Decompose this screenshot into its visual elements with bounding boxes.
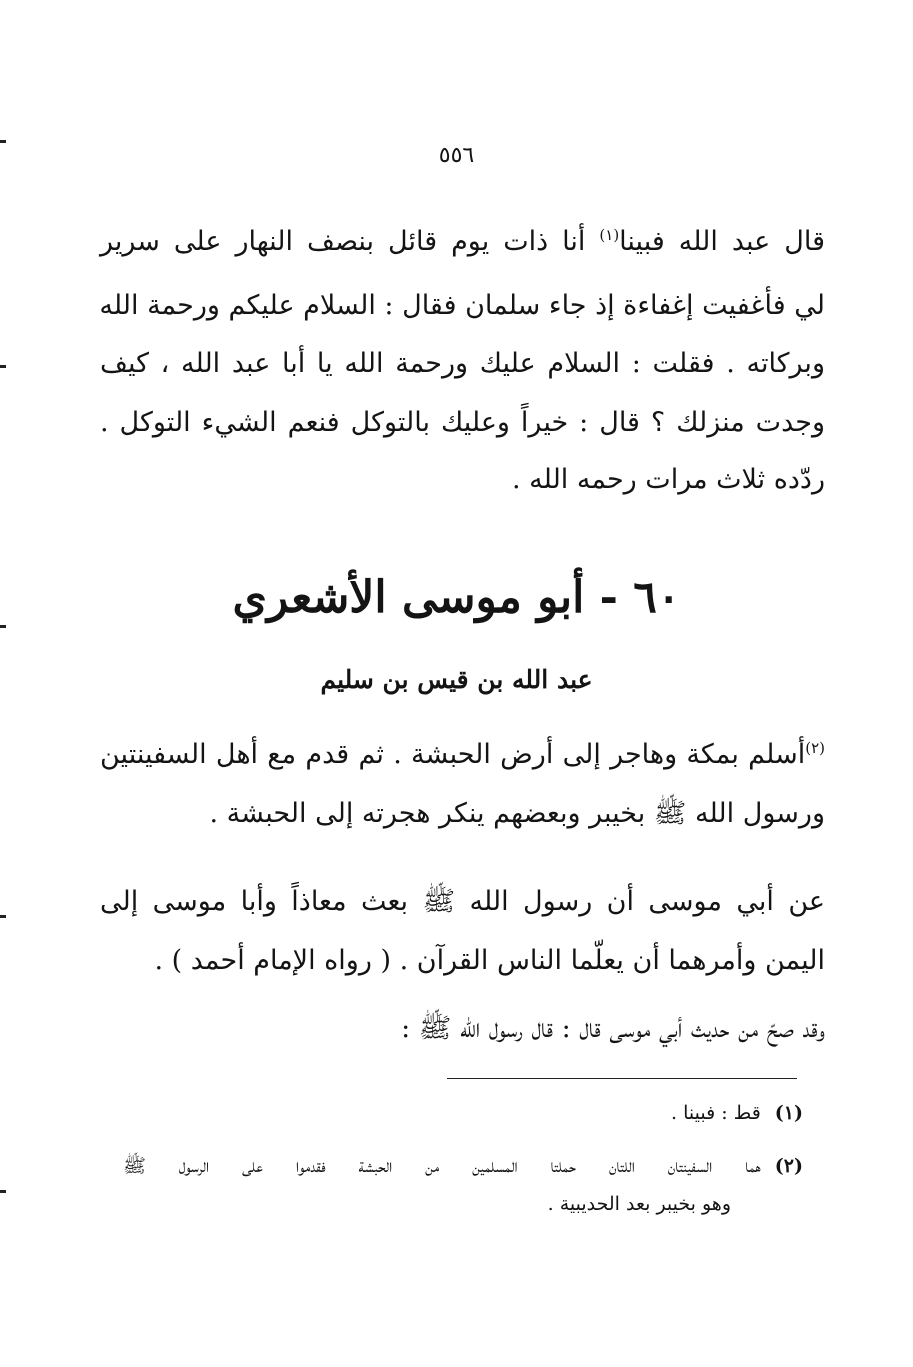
text-line: وبركاته . فقلت : السلام عليك ورحمة الله يا أبا عبد الله ، كيف	[100, 348, 825, 379]
text-line: وجدت منزلك ؟ قال : خيراً وعليك بالتوكل فنعم الشيء التوكل .	[100, 407, 825, 438]
footnote-text: هما السفينتان اللتان حملتا المسلمين من الحبشة فقدموا على الرسول ﷺ	[123, 1155, 761, 1177]
scan-edge-mark	[0, 1190, 6, 1193]
chapter-subtitle: عبد الله بن قيس بن سليم	[320, 665, 593, 694]
text-line: عن أبي موسى أن رسول الله ﷺ بعث معاذاً وأبا موسى إلى	[100, 886, 825, 917]
footnote-line	[671, 1097, 803, 1129]
scan-edge-mark	[0, 915, 6, 918]
footnote-number: (٢)	[774, 1155, 803, 1177]
scan-edge-mark	[0, 365, 6, 368]
page-number: ٥٥٦	[438, 143, 475, 168]
text-line: لي فأغفيت إغفاءة إذ جاء سلمان فقال : السلام عليكم ورحمة الله	[99, 290, 825, 321]
text-segment: أسلم بمكة وهاجر إلى أرض الحبشة . ثم قدم مع أهل السفينتين	[100, 739, 806, 770]
text-line	[100, 222, 825, 262]
text-line: وقد صحّ من حديث أبي موسى قال : قال رسول الله ﷺ :	[401, 1013, 825, 1044]
footnote-reference: (١)	[599, 226, 620, 244]
footnote-number: (١)	[774, 1102, 803, 1124]
text-line: اليمن وأمرهما أن يعلّما الناس القرآن . ( رواه الإمام أحمد ) .	[154, 945, 825, 976]
text-segment: أنا ذات يوم قائل بنصف النهار على سرير	[100, 226, 600, 257]
footnote-reference: (٢)	[805, 739, 825, 757]
text-segment: قال عبد الله فبينا	[619, 226, 826, 257]
chapter-title: ٦٠ - أبو موسى الأشعري	[232, 572, 681, 623]
text-line: ورسول الله ﷺ بخيبر وبعضهم ينكر هجرته إلى الحبشة .	[209, 798, 825, 829]
footnote-line: وهو بخيبر بعد الحديبية .	[547, 1193, 731, 1215]
footnote-line	[123, 1150, 803, 1182]
footnote-divider	[447, 1078, 797, 1079]
text-line	[100, 735, 825, 775]
footnote-text: قط : فبينا .	[671, 1102, 761, 1124]
text-line: ردّده ثلاث مرات رحمه الله .	[511, 464, 825, 495]
